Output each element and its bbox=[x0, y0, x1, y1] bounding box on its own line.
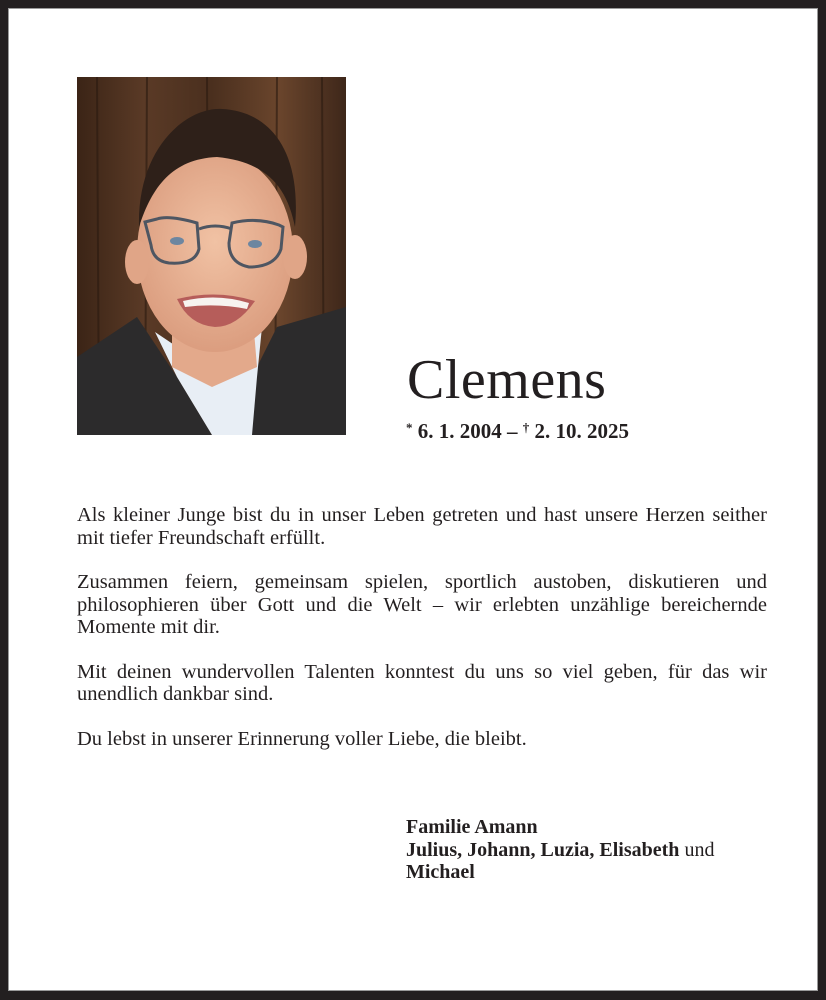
life-dates bbox=[406, 415, 629, 444]
birth-star-icon: * bbox=[406, 420, 413, 435]
paragraph-3: Mit deinen wundervollen Talenten konntest du uns so viel geben, für das wir unendlich dankbar sind. bbox=[77, 660, 767, 705]
death-date: 2. 10. 2025 bbox=[534, 419, 629, 443]
signature-family: Familie Amann bbox=[406, 816, 538, 838]
signature-conjunction: und bbox=[679, 838, 715, 861]
signature-last-name: Michael bbox=[406, 861, 475, 883]
deceased-name: Clemens bbox=[407, 349, 607, 411]
date-separator: – bbox=[501, 419, 523, 443]
signature-names: Julius, Johann, Luzia, Elisabeth bbox=[406, 838, 680, 861]
portrait-photo bbox=[77, 77, 346, 435]
birth-date: 6. 1. 2004 bbox=[417, 419, 502, 443]
death-dagger-icon: † bbox=[522, 420, 530, 435]
paragraph-2: Zusammen feiern, gemeinsam spielen, sportlich austoben, diskutieren und philosophieren über Gott und die Welt – wir erlebten unzählige bereichernde Momente mit dir. bbox=[77, 571, 767, 638]
paragraph-1: Als kleiner Junge bist du in unser Leben getreten und hast unsere Herzen seither mit tiefer Freundschaft erfüllt. bbox=[77, 504, 767, 549]
paragraph-4: Du lebst in unserer Erinnerung voller Liebe, die bleibt. bbox=[77, 727, 527, 750]
obituary-page bbox=[8, 8, 818, 991]
signature-block bbox=[406, 816, 714, 884]
obituary-text bbox=[77, 504, 767, 772]
portrait-image-icon bbox=[77, 77, 346, 435]
